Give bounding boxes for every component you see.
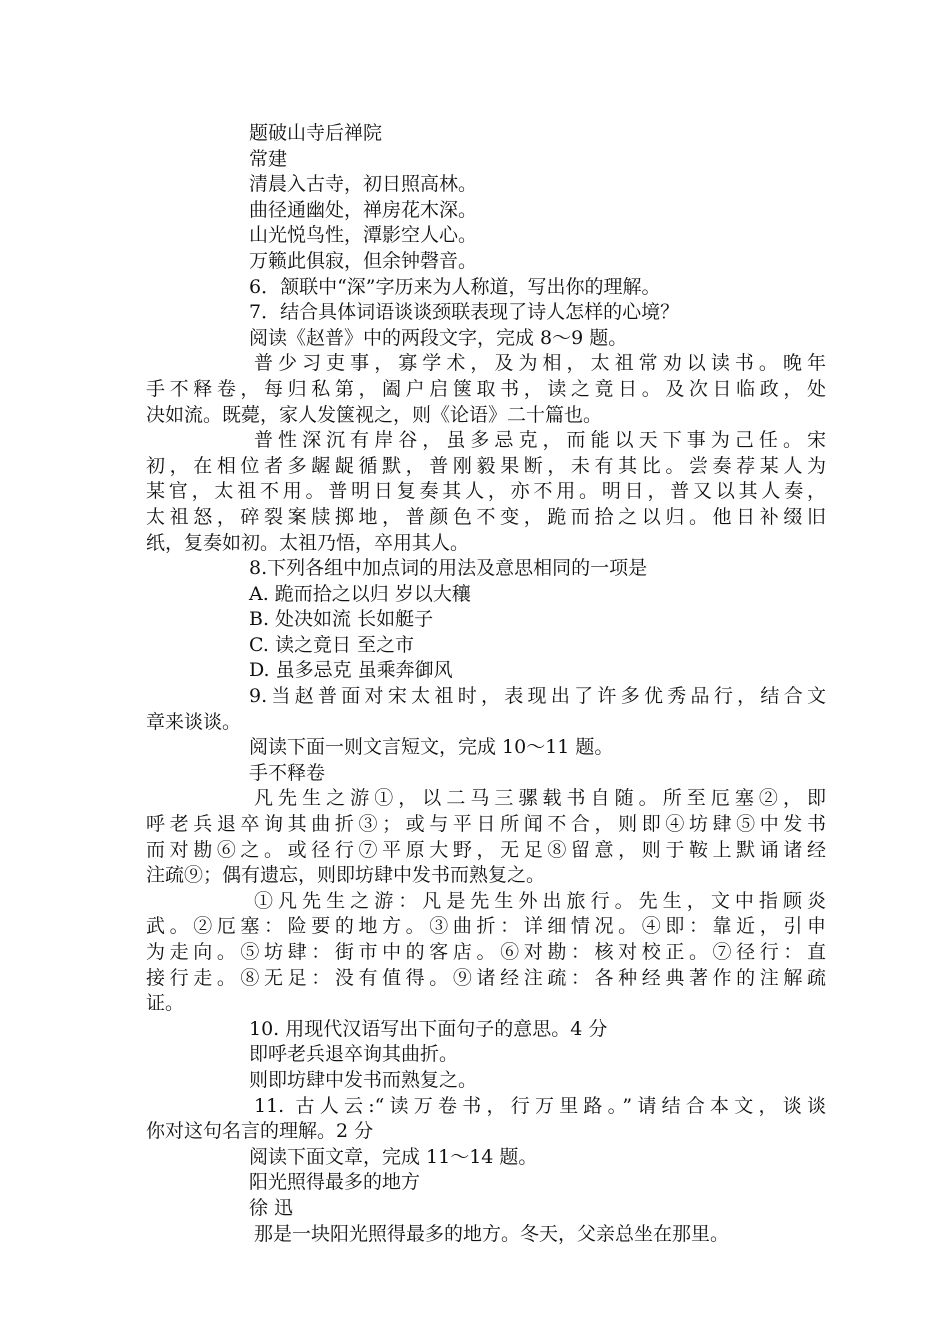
zhaopu-paragraph-2-line: 普性深沉有岸谷，虽多忌克，而能以天下事为己任。宋: [254, 429, 826, 452]
question-9-line: 章来谈谈。: [146, 710, 242, 733]
poem-title: 题破山寺后禅院: [249, 122, 383, 144]
document-body: [146, 121, 826, 1247]
poem-line: 清晨入古寺，初日照高林。: [249, 173, 478, 196]
zhaopu-paragraph-1-line: 普少习吏事，寡学术，及为相，太祖常劝以读书。晚年: [254, 352, 826, 375]
question-10-item: 即呼老兵退卒询其曲折。: [249, 1043, 459, 1066]
question-9-line: 9.当赵普面对宋太祖时，表现出了许多优秀品行，结合文: [249, 685, 826, 708]
question-8-option-d: D. 虽多忌克 虽乘奔御风: [249, 659, 453, 682]
shoubu-notes-line: 武。②厄塞：险要的地方。③曲折：详细情况。④即：靠近，引申: [146, 915, 826, 938]
zhaopu-paragraph-2-line: 太祖怒，碎裂案牍掷地，普颜色不变，跪而拾之以归。他日补缀旧: [146, 505, 826, 528]
shoubu-text-line: 呼老兵退卒询其曲折③；或与平日所闻不合，则即④坊肆⑤中发书: [146, 813, 826, 836]
shoubu-text-line: 注疏⑨；偶有遗忘，则即坊肆中发书而熟复之。: [146, 864, 546, 887]
question-8-option-a: A. 跪而拾之以归 岁以大穰: [249, 582, 471, 605]
shoubu-text-line: 而对勘⑥之。或径行⑦平原大野，无足⑧留意，则于鞍上默诵诸经: [146, 838, 826, 861]
zhaopu-paragraph-2-line: 纸，复奏如初。太祖乃悟，卒用其人。: [146, 531, 470, 554]
shoubu-notes-line: 为走向。⑤坊肆：街市中的客店。⑥对勘：核对校正。⑦径行：直: [146, 941, 826, 963]
shoubu-title: 手不释卷: [249, 761, 326, 784]
question-11-line: 你对这句名言的理解。2 分: [146, 1120, 374, 1143]
question-11-line: 11. 古人云:“读万卷书，行万里路。”请结合本文，谈谈: [254, 1094, 826, 1117]
poem-author: 常建: [249, 147, 288, 170]
shoubu-notes-line: ①凡先生之游：凡是先生外出旅行。先生，文中指顾炎: [254, 889, 826, 912]
question-7: 7．结合具体词语谈谈颈联表现了诗人怎样的心境？: [249, 301, 680, 324]
zhaopu-paragraph-2-line: 初，在相位者多龌龊循默，普刚毅果断，未有其比。尝奏荐某人为: [146, 454, 826, 477]
zhaopu-intro: 阅读《赵普》中的两段文字，完成 8～9 题。: [249, 326, 628, 349]
zhaopu-paragraph-1-line: 决如流。既薨，家人发箧视之，则《论语》二十篇也。: [146, 403, 603, 426]
shoubu-notes-line: 证。: [146, 992, 185, 1015]
shoubu-text-line: 凡先生之游①，以二马三骡载书自随。所至厄塞②，即: [254, 787, 826, 810]
question-8-option-b: B. 处决如流 长如艇子: [249, 608, 434, 631]
question-6: 6．颔联中“深”字历来为人称道，写出你的理解。: [249, 275, 661, 298]
shoubu-intro: 阅读下面一则文言短文，完成 10～11 题。: [249, 736, 614, 759]
poem-line: 山光悦鸟性，潭影空人心。: [249, 224, 478, 247]
essay-title: 阳光照得最多的地方: [249, 1171, 421, 1194]
question-10-item: 则即坊肆中发书而熟复之。: [249, 1068, 478, 1091]
poem-line: 万籁此俱寂，但余钟磬音。: [249, 249, 478, 272]
zhaopu-paragraph-2-line: 某官，太祖不用。普明日复奏其人，亦不用。明日，普又以其人奏，: [146, 480, 826, 503]
essay-intro: 阅读下面文章，完成 11～14 题。: [249, 1145, 538, 1168]
question-8: 8.下列各组中加点词的用法及意思相同的一项是: [249, 557, 648, 580]
essay-author: 徐 迅: [249, 1196, 294, 1219]
essay-first-line: 那是一块阳光照得最多的地方。冬天，父亲总坐在那里。: [254, 1222, 730, 1245]
shoubu-notes-line: 接行走。⑧无足：没有值得。⑨诸经注疏：各种经典著作的注解疏: [146, 966, 826, 989]
zhaopu-paragraph-1-line: 手不释卷，每归私第，阖户启箧取书，读之竟日。及次日临政，处: [146, 377, 826, 400]
question-10: 10. 用现代汉语写出下面句子的意思。4 分: [249, 1017, 608, 1040]
question-8-option-c: C. 读之竟日 至之市: [249, 633, 414, 656]
poem-line: 曲径通幽处，禅房花木深。: [249, 198, 478, 221]
